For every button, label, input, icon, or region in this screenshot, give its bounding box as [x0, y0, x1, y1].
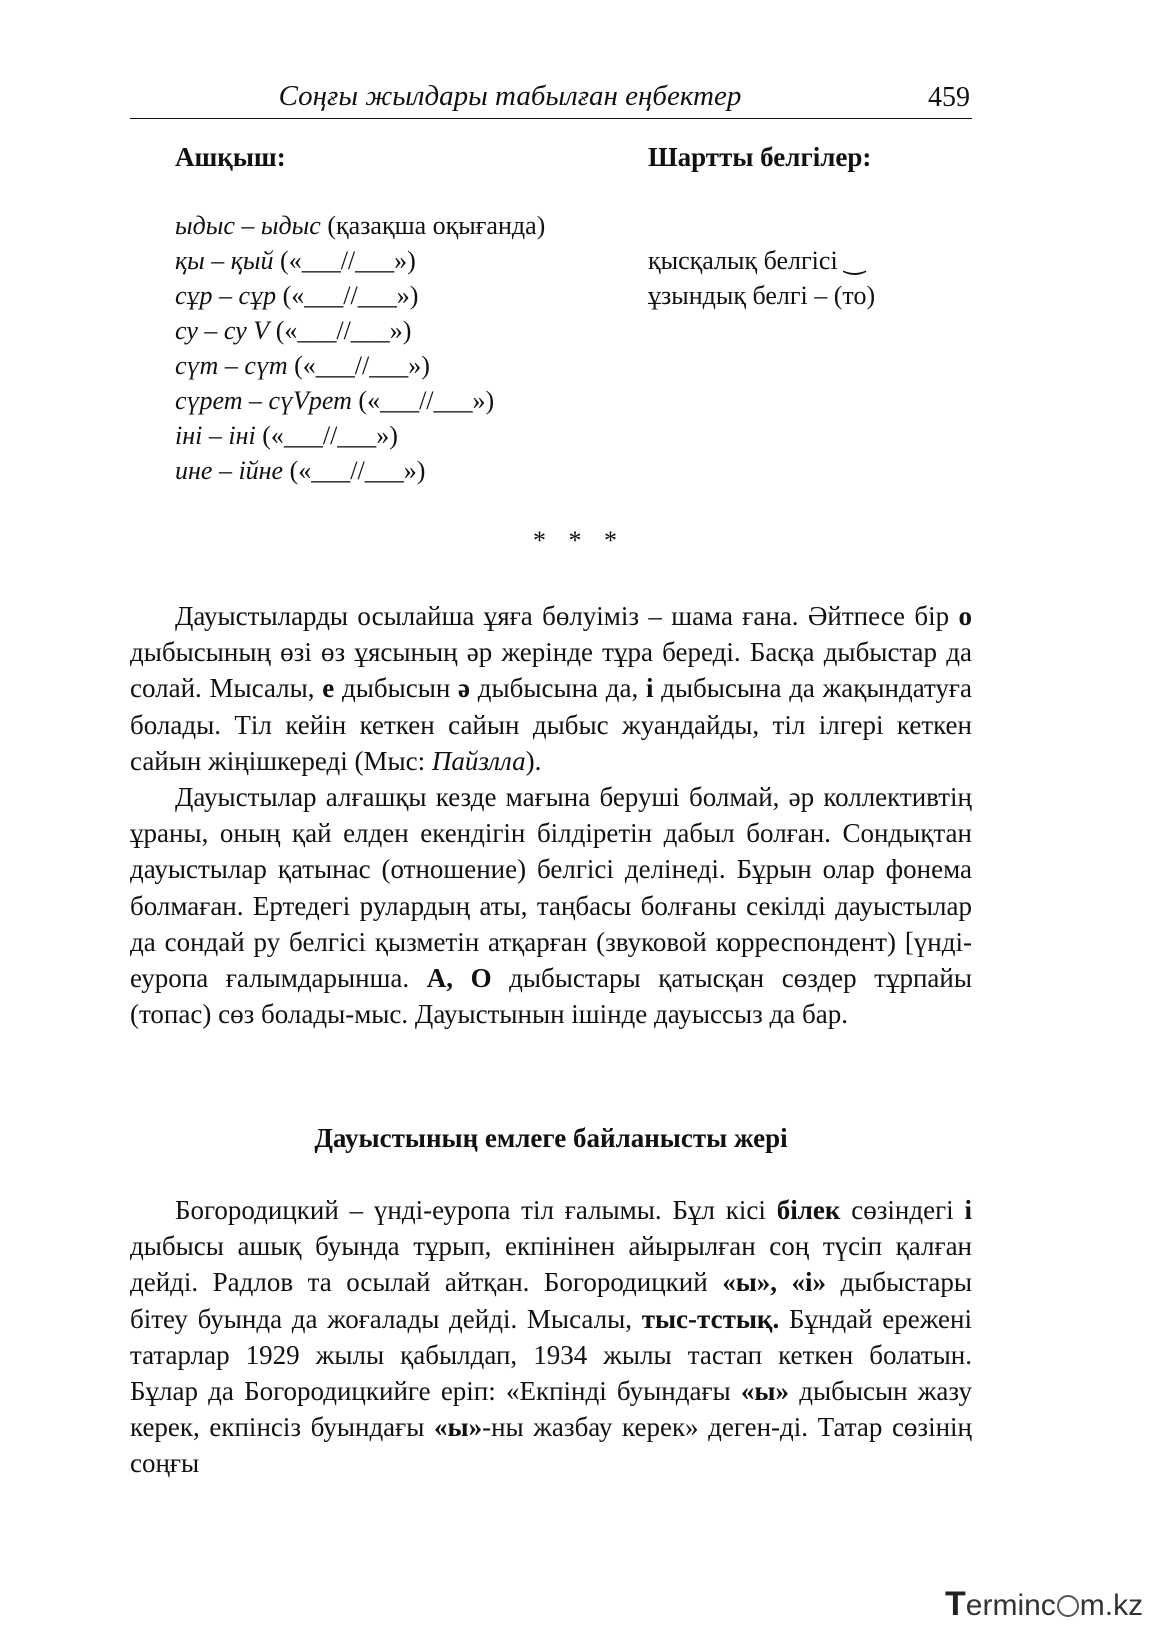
magnifier-icon: [1057, 1595, 1079, 1617]
key-word: сүт – сүт: [175, 351, 288, 380]
key-line: [175, 278, 418, 313]
key-note: (қазақша оқығанда): [320, 211, 546, 240]
key-word: су – су V: [175, 316, 270, 345]
legend-heading: Шартты белгілер:: [648, 142, 872, 172]
key-line: [175, 348, 430, 383]
key-heading: Ашқыш:: [175, 142, 286, 172]
section-heading: Дауыстының емлеге байланысты жері: [314, 1123, 788, 1153]
key-note: («___//___»): [287, 351, 430, 380]
legend-short-mark: қысқалық белгісі ‿: [648, 246, 866, 275]
key-word: іні – іні: [175, 421, 256, 450]
header-rule: [130, 118, 972, 119]
termincom-watermark-logo: Terminc m.kz: [945, 1585, 1144, 1623]
key-word: ине – ійне: [175, 456, 284, 485]
key-note: («___//___»): [273, 246, 416, 275]
running-header-title: Соңғы жылдары табылған еңбектер: [278, 80, 742, 112]
paragraph-1: Дауыстыларды осылайша ұяға бөлуіміз – шама ғана. Әйтпесе бір о дыбысының өзі өз ұясының әр жерінде тұра береді. Басқа дыбыстар да солай. Мысалы, е дыбысын ә дыбысына да, і дыбысына да жақындатуға болады. Тіл кейін кеткен сайын дыбыс жуандайды, тіл ілгері кеткен сайын жіңішкереді (Мыс: Пайзлла).: [130, 601, 972, 776]
key-note: («___//___»): [276, 281, 419, 310]
key-word: сұр – сұр: [175, 281, 277, 310]
key-word: қы – қый: [175, 246, 274, 275]
key-line: [175, 313, 411, 348]
key-line: [175, 418, 398, 453]
page-number: 459: [928, 82, 970, 113]
key-note: («___//___»): [255, 421, 398, 450]
paragraph-2: Дауыстылар алғашқы кезде мағына беруші болмай, әр коллективтің ұраны, оның қай елден екендігін білдіретін дабыл болған. Сондықтан дауыстылар қатынас (отношение) белгісі делінеді. Бұрын олар фонема болмаған. Ертедегі рулардың аты, таңбасы болғаны секілді дауыстылар да сондай ру белгісі қызметін атқарған (звуковой корреспондент) [үнді-еуропа ғалымдарынша. А, О дыбыстары қатысқан сөздер тұрпайы (топас) сөз болады-мыс. Дауыстынын ішінде дауыссыз да бар.: [130, 782, 973, 1030]
key-line: [175, 453, 425, 488]
legend-long-mark: ұзындық белгі – (то): [648, 281, 876, 310]
key-note: («___//___»): [269, 316, 412, 345]
key-line: [175, 383, 494, 418]
key-note: («___//___»): [351, 386, 495, 415]
key-line: [175, 208, 545, 243]
section-separator: * * *: [533, 526, 625, 555]
key-note: («___//___»): [283, 456, 426, 485]
key-word: ыдыс – ыдыс: [175, 211, 321, 240]
paragraph-3: Богородицкий – үнді-еуропа тіл ғалымы. Бұл кісі білек сөзіндегі і дыбысы ашық буында тұрып, екпінінен айырылған соң түсіп қалған дейді. Радлов та осылай айтқан. Богородицкий «ы», «і» дыбыстары бітеу буында да жоғалады дейді. Мысалы, тыс-тстық. Бұндай ережені татарлар 1929 жылы қабылдап, 1934 жылы тастап кеткен болатын. Бұлар да Богородицкийге еріп: «Екпінді буындағы «ы» дыбысын жазу керек, екпінсіз буындағы «ы»-ны жазбау керек» деген-ді. Татар сөзінің соңғы: [130, 1195, 972, 1479]
key-word: сүрет – сүVрет: [175, 386, 352, 415]
key-line: [175, 243, 416, 278]
